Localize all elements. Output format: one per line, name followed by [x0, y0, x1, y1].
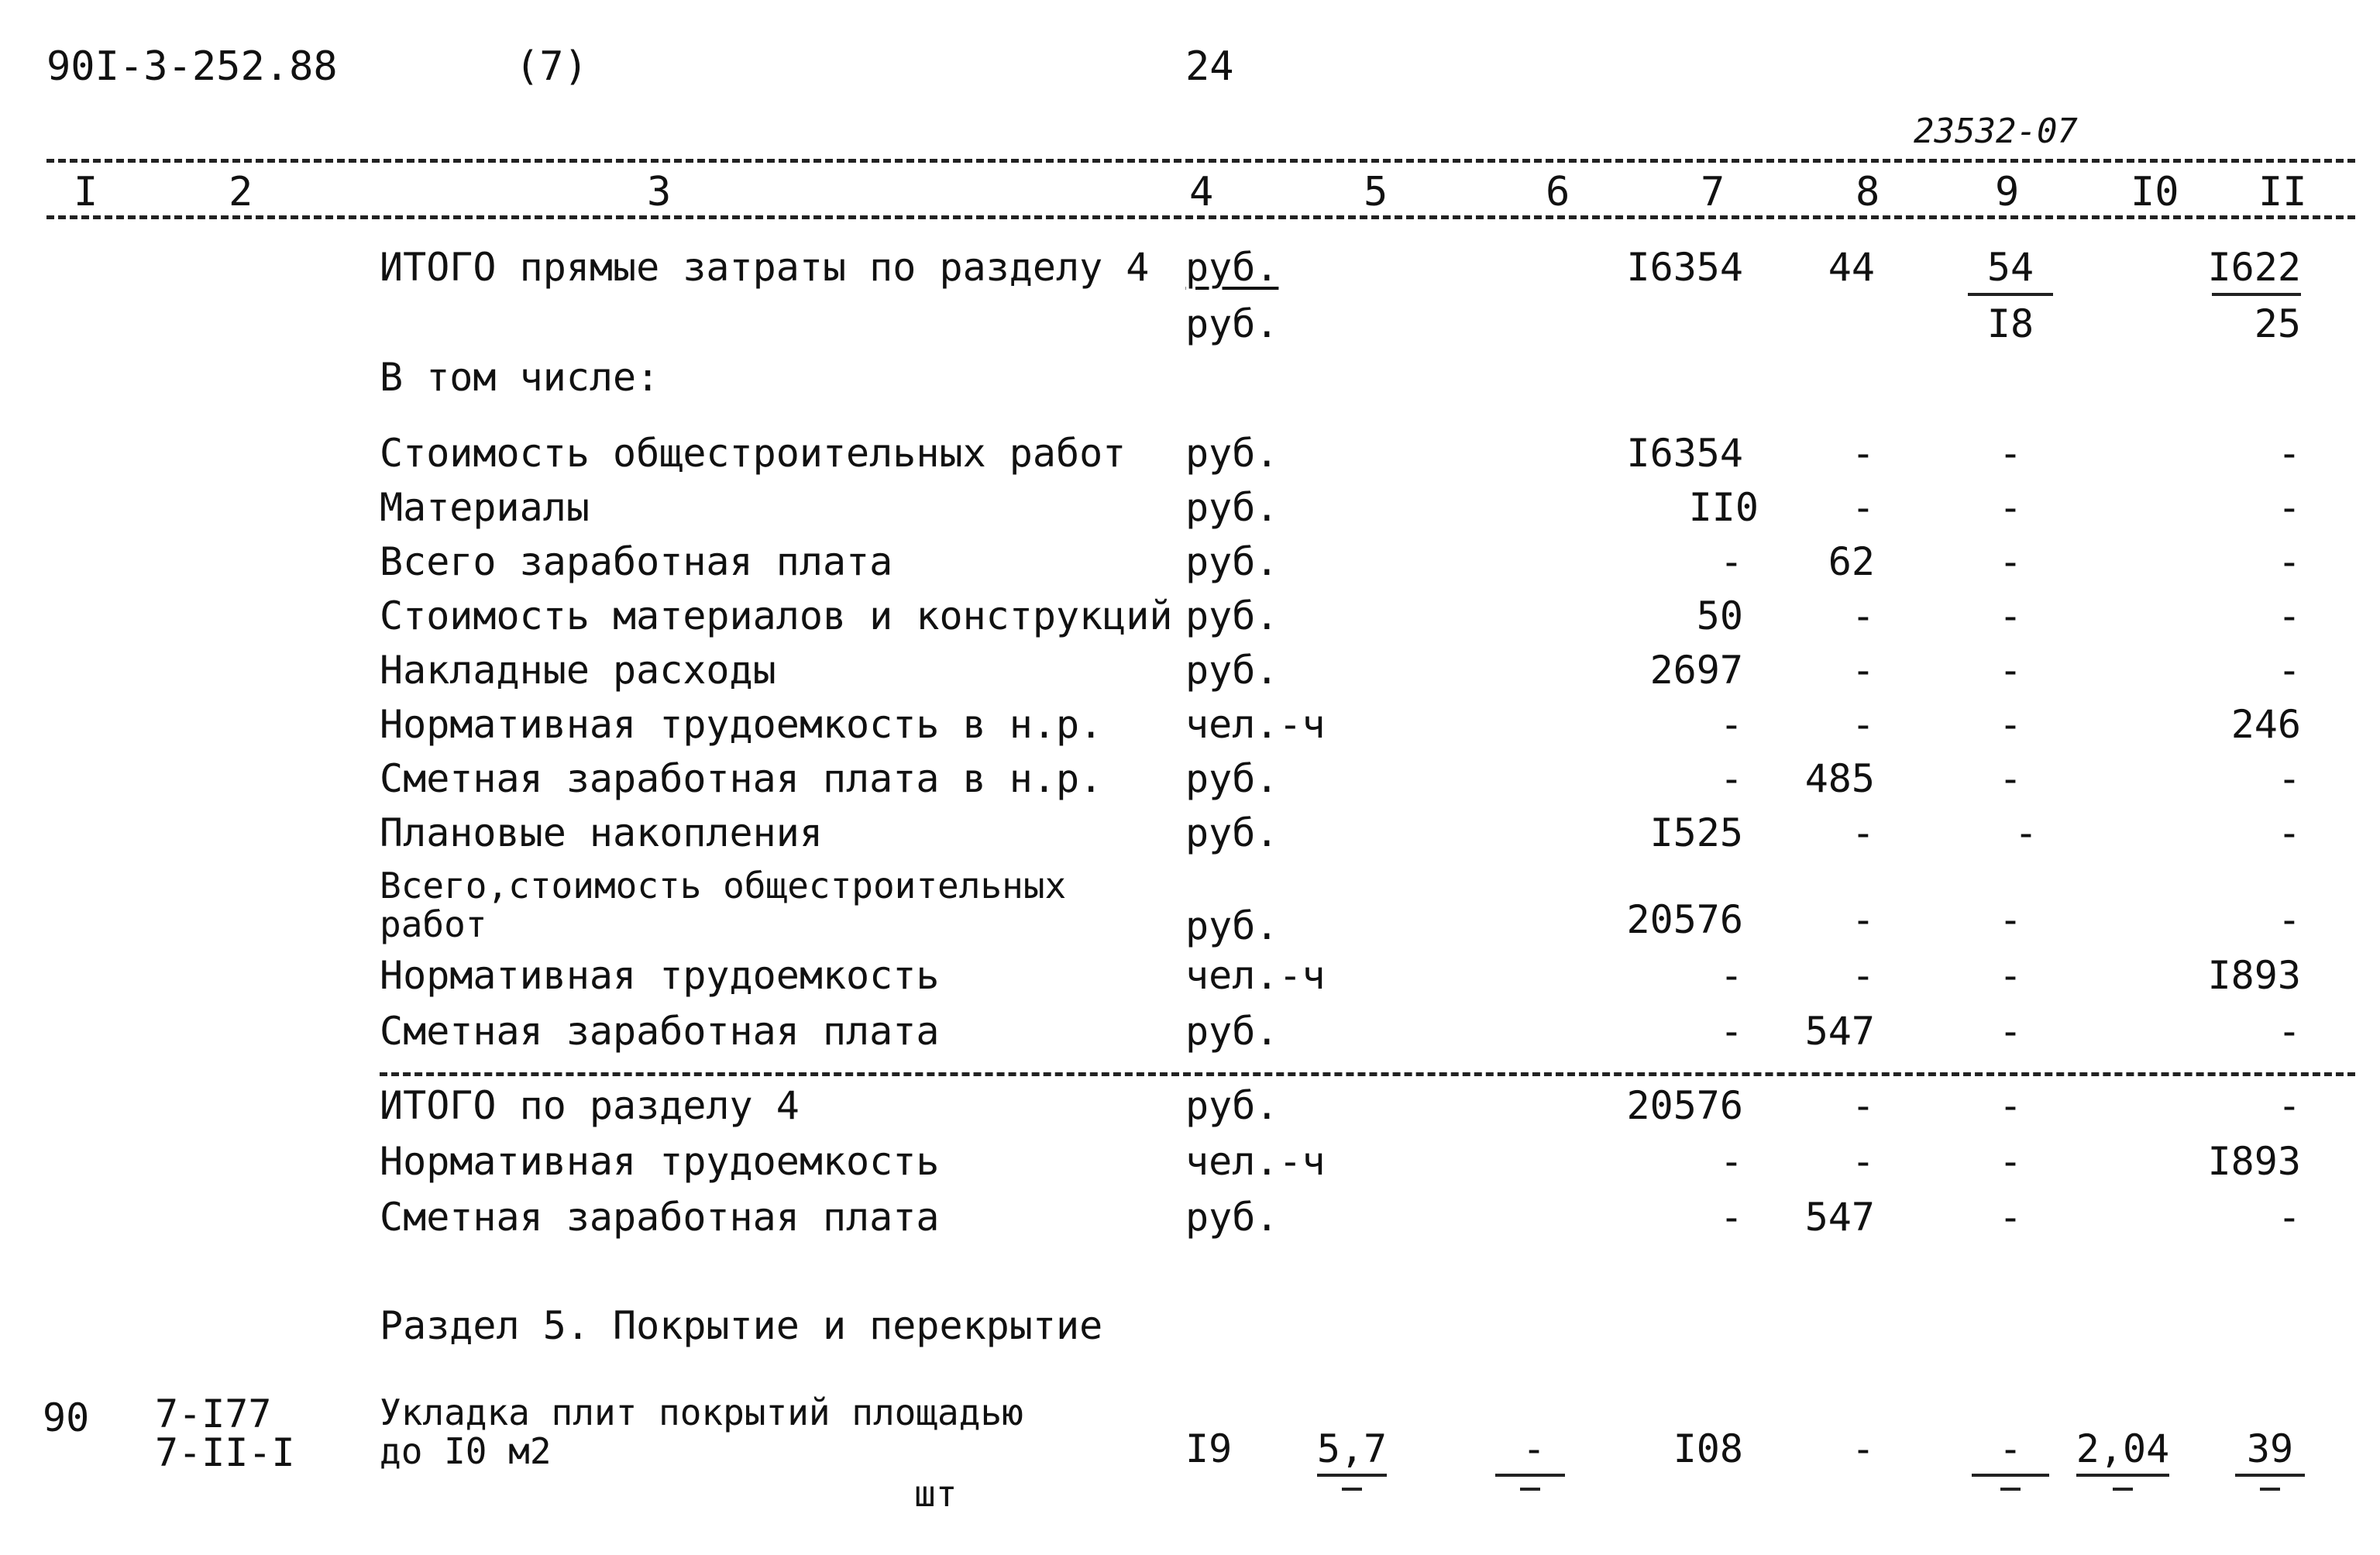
summary-col11-fraction-bar	[2212, 293, 2301, 296]
col-header-10: I0	[2131, 169, 2179, 215]
row-col11: -	[2277, 431, 2301, 476]
row-col8: -	[1851, 897, 1875, 942]
item-col11-dash	[2260, 1488, 2280, 1491]
item-desc-1: Укладка плит покрытий площадью	[380, 1392, 1023, 1433]
col-header-3: 3	[647, 169, 672, 215]
row-unit: руб.	[1185, 648, 1279, 693]
row-col7: -	[1719, 702, 1743, 747]
section5-title: Раздел 5. Покрытие и перекрытие	[380, 1303, 1103, 1348]
col-header-6: 6	[1546, 169, 1570, 215]
item-col7: I08	[1673, 1426, 1743, 1471]
item-col6-dash	[1520, 1488, 1540, 1491]
page-number: 24	[1185, 43, 1234, 90]
row-col11: 246	[2230, 702, 2301, 747]
total-label: ИТОГО по разделу 4	[380, 1083, 800, 1128]
row-col8: -	[1851, 485, 1875, 530]
row-col9: -	[1998, 431, 2023, 476]
total-col8: -	[1851, 1083, 1875, 1128]
total-col7: -	[1719, 1195, 1743, 1240]
row-col9: -	[1998, 1009, 2023, 1054]
row-col9: -	[1998, 897, 2023, 942]
row-col9: -	[1998, 648, 2023, 693]
col-header-2: 2	[229, 169, 253, 215]
row-label: Сметная заработная плата в н.р.	[380, 756, 1103, 801]
summary-col9-top: 54	[1986, 245, 2034, 290]
row-col8: -	[1851, 953, 1875, 998]
col-header-4: 4	[1189, 169, 1214, 215]
item-col6: -	[1522, 1426, 1546, 1471]
row-col11: -	[2277, 648, 2301, 693]
row-label: Накладные расходы	[380, 648, 776, 693]
row-col9: -	[1998, 953, 2023, 998]
summary-col7: I6354	[1626, 245, 1743, 290]
row-unit: руб.	[1185, 756, 1279, 801]
row-col8: -	[1851, 810, 1875, 855]
item-col9: -	[1998, 1426, 2023, 1471]
total-unit: руб.	[1185, 1195, 1279, 1240]
total-unit: чел.-ч	[1185, 1139, 1326, 1184]
row-col8: 547	[1804, 1009, 1875, 1054]
row-unit: руб.	[1185, 431, 1279, 476]
row-label: Плановые накопления	[380, 810, 823, 855]
row-col11: -	[2277, 485, 2301, 530]
row-col7: 2697	[1649, 648, 1743, 693]
item-desc-2: до I0 м2	[380, 1430, 552, 1472]
total-col8: -	[1851, 1139, 1875, 1184]
item-col8: -	[1851, 1426, 1875, 1471]
row-col9: -	[1998, 485, 2023, 530]
row-label: Сметная заработная плата	[380, 1009, 940, 1054]
col-header-8: 8	[1856, 169, 1880, 215]
summary-label: ИТОГО прямые затраты по разделу 4	[380, 245, 1150, 290]
row-label: Нормативная трудоемкость	[380, 953, 940, 998]
item-col10: 2,04	[2076, 1426, 2170, 1471]
total-col9: -	[1998, 1139, 2023, 1184]
row-unit: чел.-ч	[1185, 953, 1326, 998]
item-col10-dash	[2113, 1488, 2133, 1491]
item-col6-bar	[1495, 1474, 1565, 1477]
row-label: Материалы	[380, 485, 590, 530]
total-col11: I893	[2207, 1139, 2301, 1184]
row-col11: -	[2277, 593, 2301, 638]
row-unit: руб.	[1185, 593, 1279, 638]
summary-col11-bottom: 25	[2254, 301, 2301, 346]
row-col9: -	[1998, 702, 2023, 747]
row-col7: -	[1719, 539, 1743, 584]
row-col7: -	[1719, 756, 1743, 801]
col-header-1: I	[74, 169, 98, 215]
sheet-number: (7)	[515, 43, 588, 90]
item-code-1: 7-I77	[155, 1392, 272, 1436]
row-label: Всего заработная плата	[380, 539, 893, 584]
row-col11: I893	[2207, 953, 2301, 998]
row-col8: 62	[1828, 539, 1875, 584]
row-col9: -	[1998, 756, 2023, 801]
including-label: В том числе:	[380, 355, 660, 400]
row-col9: -	[2014, 810, 2038, 855]
row-label-line2: работ	[380, 903, 487, 945]
row-label: Нормативная трудоемкость в н.р.	[380, 702, 1103, 747]
header-top-rule	[46, 159, 2355, 163]
row-col7: -	[1719, 1009, 1743, 1054]
col-header-5: 5	[1364, 169, 1388, 215]
row-col8: -	[1851, 702, 1875, 747]
summary-col9-bottom: I8	[1986, 301, 2034, 346]
header-bottom-rule	[46, 215, 2355, 219]
row-col11: -	[2277, 1009, 2301, 1054]
row-col11: -	[2277, 539, 2301, 584]
stamp-number: 23532-07	[1914, 112, 2078, 151]
total-col7: 20576	[1626, 1083, 1743, 1128]
col-header-11: II	[2258, 169, 2307, 215]
row-col7: 50	[1696, 593, 1743, 638]
summary-col11-top: I622	[2207, 245, 2301, 290]
row-col7: II0	[1688, 485, 1759, 530]
item-col4: I9	[1185, 1426, 1233, 1471]
summary-unit-top: руб.	[1185, 245, 1279, 290]
summary-col9-fraction-bar	[1968, 293, 2053, 296]
total-label: Сметная заработная плата	[380, 1195, 940, 1240]
summary-col8: 44	[1828, 245, 1875, 290]
row-col8: -	[1851, 593, 1875, 638]
total-col7: -	[1719, 1139, 1743, 1184]
row-unit: руб.	[1185, 810, 1279, 855]
total-col11: -	[2277, 1195, 2301, 1240]
row-unit: руб.	[1185, 539, 1279, 584]
row-col11: -	[2277, 756, 2301, 801]
row-col7: I6354	[1626, 431, 1743, 476]
doc-code: 90I-3-252.88	[46, 43, 338, 90]
col-header-9: 9	[1995, 169, 2020, 215]
item-unit: шт	[914, 1473, 958, 1515]
row-label: Стоимость общестроительных работ	[380, 431, 1126, 476]
item-code-2: 7-II-I	[155, 1430, 295, 1475]
row-unit: чел.-ч	[1185, 702, 1326, 747]
item-col11-bar	[2235, 1474, 2305, 1477]
totals-separator	[380, 1072, 2355, 1076]
col-header-7: 7	[1701, 169, 1725, 215]
item-col9-dash	[2000, 1488, 2021, 1491]
row-label-line1: Всего,стоимость общестроительных	[380, 865, 1067, 907]
total-col9: -	[1998, 1083, 2023, 1128]
item-col5-bar	[1317, 1474, 1387, 1477]
row-col7: I525	[1649, 810, 1743, 855]
row-col9: -	[1998, 593, 2023, 638]
row-col11: -	[2277, 810, 2301, 855]
summary-unit-bottom: руб.	[1185, 301, 1279, 346]
item-col5-dash	[1342, 1488, 1362, 1491]
item-col9-bar	[1972, 1474, 2049, 1477]
row-col11: -	[2277, 897, 2301, 942]
row-unit: руб.	[1185, 485, 1279, 530]
item-col10-bar	[2076, 1474, 2169, 1477]
total-col11: -	[2277, 1083, 2301, 1128]
total-label: Нормативная трудоемкость	[380, 1139, 940, 1184]
total-col9: -	[1998, 1195, 2023, 1240]
row-col7: -	[1719, 953, 1743, 998]
item-col5: 5,7	[1316, 1426, 1388, 1471]
row-col8: 485	[1804, 756, 1875, 801]
row-col8: -	[1851, 648, 1875, 693]
row-unit: руб.	[1185, 903, 1279, 948]
item-number: 90	[43, 1395, 90, 1440]
row-col7: 20576	[1626, 897, 1743, 942]
row-col8: -	[1851, 431, 1875, 476]
total-unit: руб.	[1185, 1083, 1279, 1128]
total-col8: 547	[1804, 1195, 1875, 1240]
row-label: Стоимость материалов и конструкций	[380, 593, 1173, 638]
item-col11: 39	[2246, 1426, 2294, 1471]
row-col9: -	[1998, 539, 2023, 584]
row-unit: руб.	[1185, 1009, 1279, 1054]
